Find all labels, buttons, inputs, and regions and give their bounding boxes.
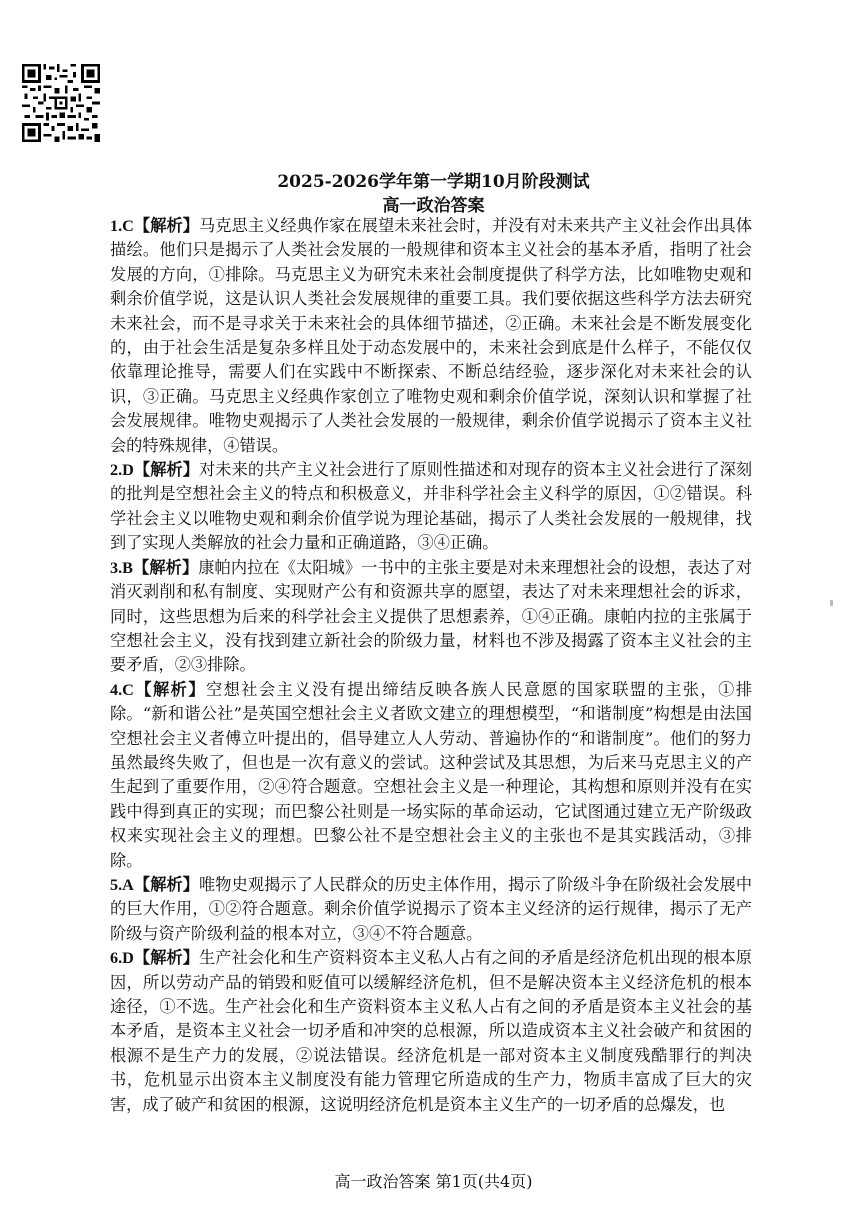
answer-explanation: 唯物史观揭示了人民群众的历史主体作用，揭示了阶级斗争在阶级社会发展中的巨大作用，①②符合题意。剩余价值学说揭示了资本主义经济的运行规律，揭示了无产阶级与资产阶级利益的根本对立，③④不符合题意。 xyxy=(110,874,753,943)
answer-item-3 xyxy=(110,556,752,678)
answer-item-4 xyxy=(110,678,752,873)
answer-item-5 xyxy=(110,873,752,946)
answer-explanation: 对未来的共产主义社会进行了原则性描述和对现存的资本主义社会进行了深刻的批判是空想社会主义的特点和积极意义，并非科学社会主义科学的原因，①②错误。科学社会主义以唯物史观和剩余价值学说为理论基础，揭示了人类社会发展的一般规律，找到了实现人类解放的社会力量和正确道路，③④正确。 xyxy=(110,460,753,553)
analysis-tag: 【解析】 xyxy=(133,216,200,235)
answer-explanation: 空想社会主义没有提出缔结反映各族人民意愿的国家联盟的主张，①排除。“新和谐公社”是英国空想社会主义者欧文建立的理想模型，“和谐制度”构想是由法国空想社会主义者傅立叶提出的，倡导建立人人劳动、普遍协作的“和谐制度”。他们的努力虽然最终失败了，但也是一次有意义的尝试。这种尝试及其思想，为后来马克思主义的产生起到了重要作用，②④符合题意。空想社会主义是一种理论，其构想和原则并没有在实践中得到真正的实现；而巴黎公社则是一场实际的革命运动，它试图通过建立无产阶级政权来实现社会主义的理想。巴黎公社不是空想社会主义的主张也不是其实践活动，③排除。 xyxy=(110,679,753,870)
answer-number: 3. xyxy=(110,558,123,577)
answer-item-6 xyxy=(110,946,752,1117)
answer-item-2 xyxy=(110,458,752,556)
analysis-tag-label: 解析 xyxy=(149,557,182,577)
answer-choice: C xyxy=(122,217,134,235)
answer-choice: C xyxy=(122,680,134,699)
analysis-tag-label: 解析 xyxy=(150,216,183,235)
answer-choice: D xyxy=(122,949,134,968)
analysis-tag: 【解析】 xyxy=(132,557,199,577)
answer-number: 1. xyxy=(110,217,123,235)
page-footer: 高一政治答案 第1页(共4页) xyxy=(334,1172,533,1191)
analysis-tag: 【解析】 xyxy=(133,874,200,894)
answer-number: 5. xyxy=(110,875,123,894)
answer-choice: D xyxy=(122,461,134,480)
analysis-tag-label: 解析 xyxy=(150,948,183,968)
analysis-tag: 【解析】 xyxy=(133,460,200,480)
exam-subtitle: 高一政治答案 xyxy=(382,196,485,216)
analysis-tag-label: 解析 xyxy=(150,874,183,894)
answer-number: 6. xyxy=(110,949,123,968)
answer-number: 2. xyxy=(110,461,123,480)
analysis-tag: 【解析】 xyxy=(133,948,200,968)
exam-title: 2025-2026学年第一学期10月阶段测试 xyxy=(277,172,590,192)
answer-explanation: 康帕内拉在《太阳城》一书中的主张主要是对未来理想社会的设想，表达了对消灭剥削和私有制度、实现财产公有和资源共享的愿望，表达了对未来理想社会的诉求，同时，这些思想为后来的科学社会主义提供了思想素养，①④正确。康帕内拉的主张属于空想社会主义，没有找到建立新社会的阶级力量，材料也不涉及揭露了资本主义社会的主要矛盾，②③排除。 xyxy=(110,557,753,675)
answer-number: 4. xyxy=(110,680,123,699)
analysis-tag-label: 解析 xyxy=(150,460,183,480)
answer-explanation: 生产社会化和生产资料资本主义私人占有之间的矛盾是经济危机出现的根本原因，所以劳动产品的销毁和贬值可以缓解经济危机，但不是解决资本主义经济危机的根本途径，①不选。生产社会化和生产资料资本主义私人占有之间的矛盾是资本主义社会的基本矛盾，是资本主义社会一切矛盾和冲突的总根源，所以造成资本主义社会破产和贫困的根源不是生产力的发展，②说法错误。经济危机是一部对资本主义制度残酷罪行的判决书，危机显示出资本主义制度没有能力管理它所造成的生产力，物质丰富成了巨大的灾害，成了破产和贫困的根源，这说明经济危机是资本主义生产的一切矛盾的总爆发，也 xyxy=(110,948,753,1114)
analysis-tag-label: 解析 xyxy=(152,679,189,699)
analysis-tag: 【解析】 xyxy=(133,679,206,699)
answer-list xyxy=(110,214,752,1117)
answer-choice: A xyxy=(122,875,134,894)
scan-mark xyxy=(830,600,833,606)
answer-item-1 xyxy=(110,214,752,458)
answer-explanation: 马克思主义经典作家在展望未来社会时，并没有对未来共产主义社会作出具体描绘。他们只是揭示了人类社会发展的一般规律和资本主义社会的基本矛盾，指明了社会发展的方向，①排除。马克思主义为研究未来社会制度提供了科学方法，比如唯物史观和剩余价值学说，这是认识人类社会发展规律的重要工具。我们要依据这些科学方法去研究未来社会，而不是寻求关于未来社会的具体细节描述，②正确。未来社会是不断发展变化的，由于社会生活是复杂多样且处于动态发展中的，未来社会到底是什么样子，不能仅仅依靠理论推导，需要人们在实践中不断探索、不断总结经验，逐步深化对未来社会的认识，③正确。马克思主义经典作家创立了唯物史观和剩余价值学说，深刻认识和掌握了社会发展规律。唯物史观揭示了人类社会发展的一般规律，剩余价值学说揭示了资本主义社会的特殊规律，④错误。 xyxy=(110,216,753,455)
answer-choice: B xyxy=(122,558,133,577)
qr-code-icon xyxy=(22,64,100,142)
qr-code-graphic xyxy=(22,64,100,142)
